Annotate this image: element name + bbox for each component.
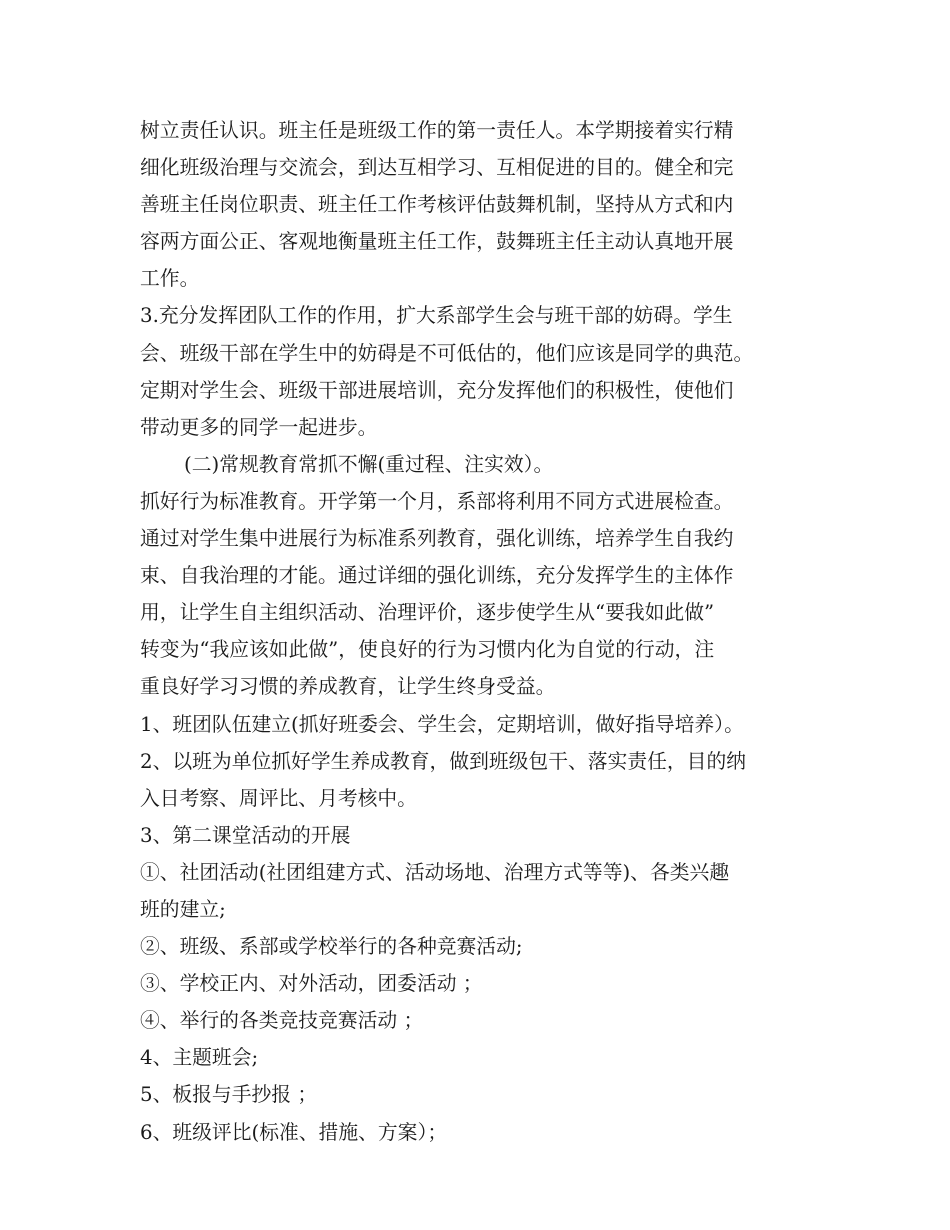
text-line: 树立责任认识。班主任是班级工作的第一责任人。本学期接着实行精 [140,119,734,142]
text-line: 4、主题班会; [140,1046,259,1070]
text-line: 会、班级干部在学生中的妨碍是不可低估的，他们应该是同学的典范。 [140,341,754,365]
text-line: 容两方面公正、客观地衡量班主任工作，鼓舞班主任主动认真地开展 [140,230,734,254]
text-line: 束、自我治理的才能。通过详细的强化训练，充分发挥学生的主体作 [140,564,734,588]
text-line: 重良好学习习惯的养成教育，让学生终身受益。 [140,675,556,699]
text-line: 定期对学生会、班级干部进展培训，充分发挥他们的积极性，使他们 [140,378,734,402]
text-line: 5、板报与手抄报 ； [140,1083,318,1107]
text-line: 3、第二课堂活动的开展 [140,823,351,847]
text-line: 抓好行为标准教育。开学第一个月，系部将利用不同方式进展检查。 [140,489,734,513]
text-line: 细化班级治理与交流会，到达互相学习、互相促进的目的。健全和完 [140,156,734,180]
text-line: 入日考察、周评比、月考核中。 [140,786,417,810]
text-line: ②、班级、系部或学校举行的各种竞赛活动; [140,935,523,959]
text-line: (二)常规教育常抓不懈(重过程、注实效）。 [184,452,554,476]
text-line: ④、举行的各类竞技竞赛活动 ； [140,1009,424,1033]
text-line: 2、以班为单位抓好学生养成教育，做到班级包干、落实责任，目的纳 [140,749,747,773]
text-line: 1、班团队伍建立(抓好班委会、学生会，定期培训，做好指导培养）。 [140,712,744,736]
text-line: 带动更多的同学一起进步。 [140,415,378,439]
text-line: 班的建立; [140,897,226,921]
text-line: ③、学校正内、对外活动，团委活动 ； [140,972,483,996]
text-line: 通过对学生集中进展行为标准系列教育，强化训练，培养学生自我约 [140,527,734,551]
text-line: 善班主任岗位职责、班主任工作考核评估鼓舞机制，坚持从方式和内 [140,193,734,217]
text-line: 转变为“我应该如此做”，使良好的行为习惯内化为自觉的行动，注 [140,638,715,662]
text-line: 3.充分发挥团队工作的作用，扩大系部学生会与班干部的妨碍。学生 [140,304,733,328]
text-line: 工作。 [140,267,200,291]
text-line: 用，让学生自主组织活动、治理评价，逐步使学生从“要我如此做” [140,601,715,625]
text-line: ①、社团活动(社团组建方式、活动场地、治理方式等等)、各类兴趣 [140,860,730,884]
document-body [140,112,830,1151]
text-line: 6、班级评比(标准、措施、方案）； [140,1120,448,1144]
